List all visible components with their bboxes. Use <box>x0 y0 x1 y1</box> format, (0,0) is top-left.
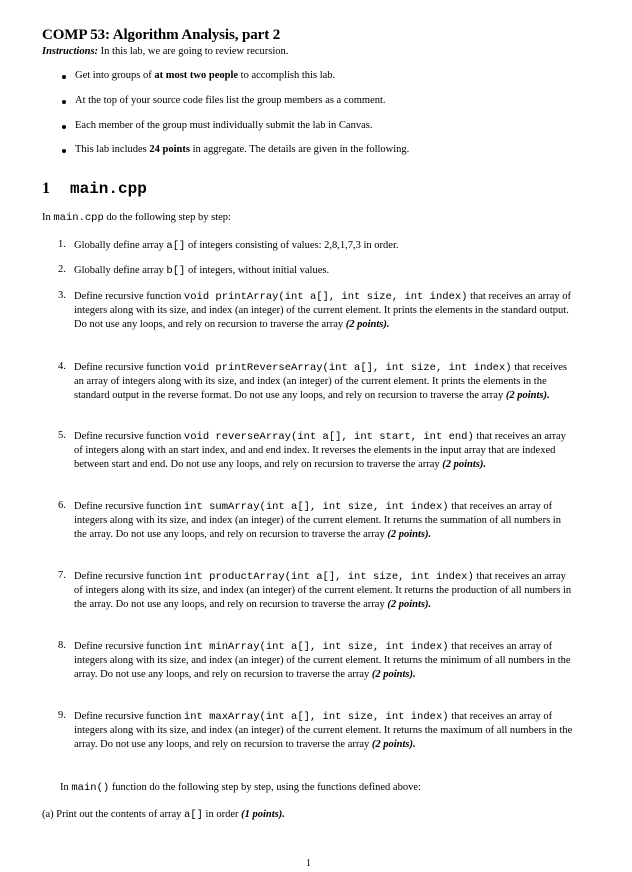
item-text: Define recursive function <box>74 501 184 512</box>
sub-item-code: a[] <box>184 809 203 821</box>
item-body <box>74 570 576 613</box>
item-points: (2 points). <box>387 529 432 541</box>
item-body <box>74 290 576 333</box>
item-body <box>74 361 576 404</box>
sub-item-points: (1 points). <box>241 809 285 820</box>
item-number: 4. <box>58 361 66 372</box>
item-code: int maxArray(int a[], int size, int index) <box>183 711 449 723</box>
item-points: (2 points). <box>505 390 550 402</box>
item-text: that receives an array of integers along with its size, and index (an integer) of the current element. It returns the maximum of all numbers in the array. Do not use any loops, and rely on recursion to traverse the array <box>74 711 573 751</box>
sub-item <box>42 809 285 821</box>
item-text: that receives an array of integers along with its size, and index (an integer) of the current element. It returns the production of all numbers in the array. Do not use any loops, and rely on recursion to traverse the array <box>74 571 572 611</box>
bullet-text: to accomplish this lab. <box>238 70 336 81</box>
item-points: (2 points). <box>345 319 390 331</box>
item-code: void reverseArray(int a[], int start, int end) <box>183 431 474 443</box>
main-intro-code: main() <box>71 782 110 794</box>
bullet-text: This lab includes <box>75 144 150 155</box>
bullet-text: Get into groups of <box>75 70 155 81</box>
item-points: (2 points). <box>387 599 432 611</box>
section-intro <box>42 212 231 224</box>
item-body <box>74 430 576 473</box>
intro-text: do the following step by step: <box>103 212 231 223</box>
bullet-text: At the top of your source code files list the group members as a comment. <box>75 95 386 106</box>
item-number: 5. <box>58 430 66 441</box>
item-points: (2 points). <box>371 669 416 681</box>
item-text: that receives an array of integers along with its size, and index (an integer) of the current element. It prints the elements in the standard output. Do not use any loops, and rely on recursion to traverse the array <box>74 291 571 331</box>
intro-text: In <box>42 212 54 223</box>
bullet-bold: 24 points <box>149 144 190 155</box>
item-text: that receives an array of integers along with its size, and index (an integer) of the current element. It prints the elements in the standard output in the reverse format. Do not use any loops, and rely on recursion to traverse the array <box>74 362 567 402</box>
item-text: that receives an array of integers along with an start index, and and end index. It reverses the elements in the input array that are indexed between start and end. Do not use any loops, and rely on recursion to traverse the array <box>74 431 566 471</box>
item-number: 3. <box>58 290 66 301</box>
sub-item-text: Print out the contents of array <box>53 809 184 820</box>
bullet-text: in aggregate. The details are given in the following. <box>189 144 410 155</box>
item-text: Define recursive function <box>74 571 184 582</box>
instructions-line <box>42 46 288 57</box>
item-points: (2 points). <box>442 459 487 471</box>
item-code: a[] <box>166 240 186 252</box>
bullet-dot-icon <box>62 75 66 79</box>
item-body <box>74 640 576 683</box>
item-text: Define recursive function <box>74 362 184 373</box>
item-body <box>74 264 576 278</box>
item-number: 8. <box>58 640 66 651</box>
page-title: COMP 53: Algorithm Analysis, part 2 <box>42 27 281 43</box>
main-function-intro <box>60 782 421 794</box>
bullet-bold: at most two people <box>154 70 239 81</box>
instructions-text: In this lab, we are going to review recursion. <box>98 46 289 57</box>
intro-code: main.cpp <box>53 212 104 224</box>
bullet-dot-icon <box>62 149 66 153</box>
item-code: int productArray(int a[], int size, int index) <box>183 571 474 583</box>
bullet-text: Each member of the group must individually submit the lab in Canvas. <box>75 120 373 131</box>
item-text: Define recursive function <box>74 641 184 652</box>
item-body <box>74 710 576 753</box>
item-number: 6. <box>58 500 66 511</box>
main-intro-text: function do the following step by step, using the functions defined above: <box>109 782 421 793</box>
item-number: 2. <box>58 264 66 275</box>
item-code: int sumArray(int a[], int size, int index) <box>183 501 449 513</box>
item-text: Define recursive function <box>74 431 184 442</box>
item-code: int minArray(int a[], int size, int index) <box>183 641 449 653</box>
item-text: Globally define array <box>74 240 167 251</box>
item-code: b[] <box>166 265 186 277</box>
item-text: Globally define array <box>74 265 167 276</box>
item-text: Define recursive function <box>74 711 184 722</box>
item-code: void printArray(int a[], int size, int index) <box>183 291 468 303</box>
section-name: main.cpp <box>70 180 147 198</box>
section-number: 1 <box>42 180 50 197</box>
item-text: of integers, without initial values. <box>185 265 330 276</box>
item-number: 9. <box>58 710 66 721</box>
bullet-dot-icon <box>62 125 66 129</box>
sub-item-label: (a) <box>42 809 54 820</box>
item-text: Define recursive function <box>74 291 184 302</box>
item-number: 1. <box>58 239 66 250</box>
item-points: (2 points). <box>371 739 416 751</box>
item-text: that receives an array of integers along with its size, and index (an integer) of the current element. It returns the summation of all numbers in the array. Do not use any loops, and rely on recursion to traverse the array <box>74 501 561 541</box>
item-text: of integers consisting of values: 2,8,1,7,3 in order. <box>185 240 399 251</box>
item-number: 7. <box>58 570 66 581</box>
item-text: that receives an array of integers along with its size, and index (an integer) of the current element. It returns the minimum of all numbers in the array. Do not use any loops, and rely on recursion to traverse the array <box>74 641 571 681</box>
item-code: void printReverseArray(int a[], int size, int index) <box>183 362 512 374</box>
page-number: 1 <box>306 858 311 869</box>
bullet-dot-icon <box>62 100 66 104</box>
section-heading <box>42 180 147 198</box>
main-intro-text: In <box>60 782 72 793</box>
sub-item-text: in order <box>202 809 242 820</box>
instructions-label: Instructions: <box>42 46 99 57</box>
item-body <box>74 500 576 543</box>
item-body <box>74 239 576 253</box>
